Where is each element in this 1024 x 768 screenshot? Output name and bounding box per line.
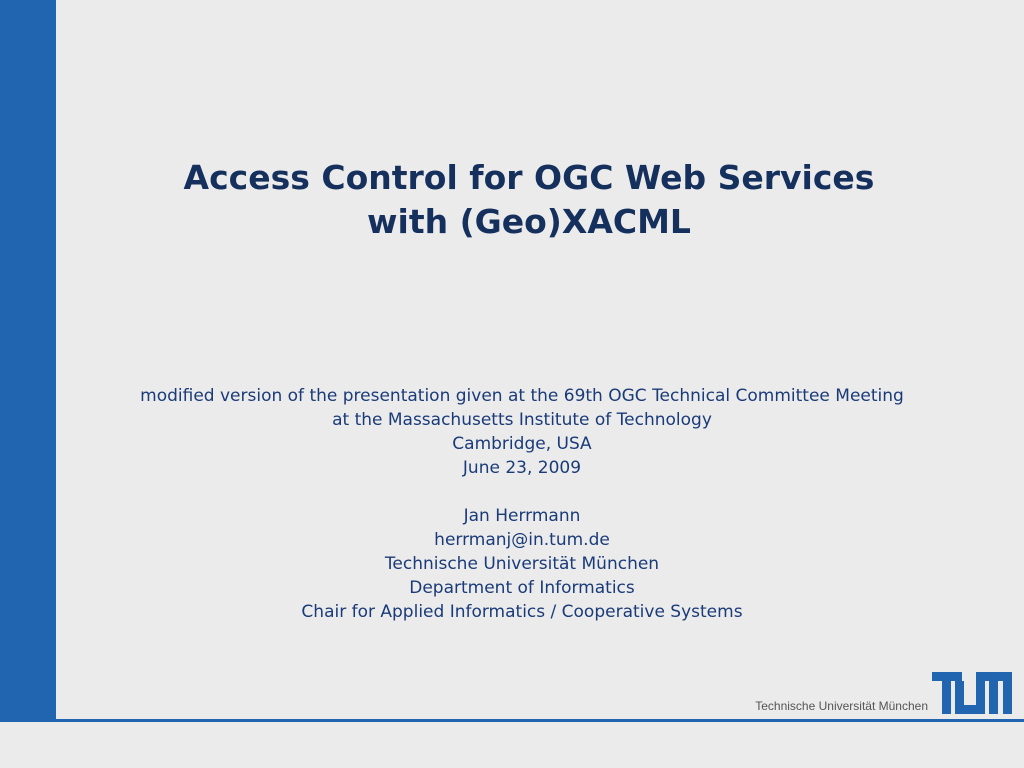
author-name: Jan Herrmann [463,506,581,526]
slide-title [56,156,1002,244]
presentation-note: modified version of the presentation given at the 69th OGC Technical Committee Meeting [140,386,904,406]
venue: at the Massachusetts Institute of Technology [332,410,712,430]
author-department: Department of Informatics [409,578,635,598]
date: June 23, 2009 [462,458,582,478]
slide-title-line: Access Control for OGC Web Services [183,158,875,197]
location: Cambridge, USA [452,434,592,454]
tum-logo [932,672,1012,714]
slide-body [56,384,988,624]
author-university: Technische Universität München [384,554,660,574]
left-accent-bar [0,0,56,722]
footer-university-name: Technische Universität München [755,699,928,713]
bottom-strip [0,722,1024,768]
author-chair: Chair for Applied Informatics / Cooperative Systems [301,602,743,622]
spacer [56,480,988,504]
slide-title-line: with (Geo)XACML [367,202,691,241]
author-email: herrmanj@in.tum.de [434,530,610,550]
